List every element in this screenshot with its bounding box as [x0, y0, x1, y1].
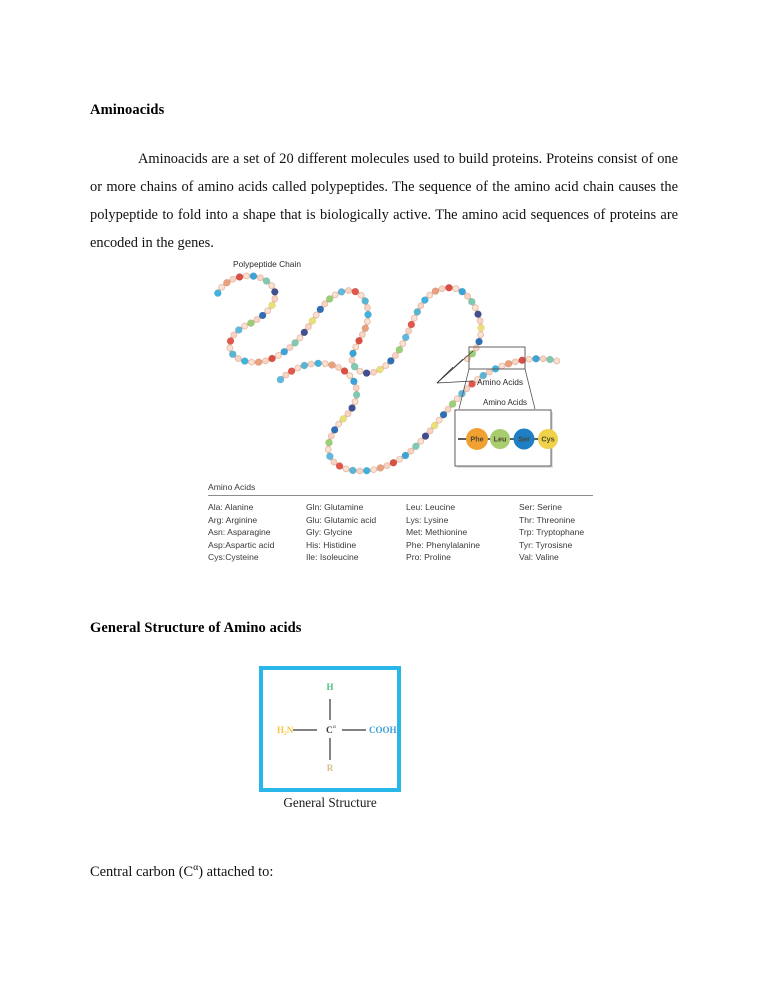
legend-columns	[208, 501, 593, 564]
amino-acid-bead	[309, 317, 316, 324]
legend-entry: Gly: Glycine	[306, 527, 353, 538]
amino-acid-bead	[275, 353, 281, 359]
amino-acid-bead	[326, 295, 333, 302]
amino-acid-bead	[250, 273, 257, 280]
amino-acid-bead	[431, 422, 438, 429]
legend-entry: Lys: Lysine	[406, 514, 449, 525]
amino-acid-bead	[350, 378, 357, 385]
polypeptide-chain-figure	[205, 255, 585, 480]
amino-acid-bead	[351, 363, 358, 370]
legend-entry: Trp: Tryptophane	[519, 527, 585, 538]
legend-entry: Tyr: Tyrosisne	[519, 539, 573, 550]
amino-acids-callout-label: Amino Acids	[477, 377, 524, 387]
amino-acid-bead	[472, 305, 478, 311]
amino-acid-bead	[313, 312, 319, 318]
amino-acid-bead	[338, 288, 345, 295]
legend-entry: Ser: Serine	[519, 502, 562, 512]
amino-acid-bead	[554, 358, 560, 364]
amino-acid-bead	[336, 365, 342, 371]
amino-acid-bead	[526, 356, 532, 362]
inset-residue-label: Leu	[493, 434, 507, 444]
amino-acid-bead	[326, 439, 333, 446]
amino-acid-bead	[269, 302, 276, 309]
amino-acid-bead	[295, 365, 301, 371]
amino-acid-bead	[317, 306, 324, 313]
amino-acid-bead	[322, 301, 328, 307]
legend-entry: Ile: Isoleucine	[306, 552, 359, 563]
amino-acid-bead	[249, 359, 255, 365]
amino-acid-bead	[352, 399, 358, 405]
general-structure-caption: General Structure	[283, 795, 377, 810]
amino-acid-bead	[265, 308, 271, 314]
amino-acid-bead	[350, 350, 357, 357]
amino-acid-bead	[473, 345, 479, 351]
amino-acid-bead	[357, 468, 363, 474]
amino-acid-bead	[512, 359, 518, 365]
amino-acid-bead	[357, 368, 363, 374]
amino-acid-bead	[257, 275, 263, 281]
inset-residue-label: Phe	[470, 434, 484, 444]
inset-residue-label: Cys	[541, 434, 555, 444]
amino-acid-bead	[408, 448, 414, 454]
amino-acid-bead	[414, 308, 421, 315]
amino-acid-bead	[292, 339, 299, 346]
amino-acid-bead	[540, 356, 546, 362]
page-title: Aminoacids	[90, 101, 165, 118]
intro-paragraph: Aminoacids are a set of 20 different molecules used to build proteins. Proteins consist of one or more chains of amino acids called polypeptides. The sequence of the amino acid chain causes the polypeptide to fold into a shape that is biologically active. The amino acid sequences of proteins are encoded in the genes.	[90, 151, 678, 252]
amino-acids-legend	[208, 482, 593, 564]
amino-acid-bead	[254, 317, 260, 323]
amino-acid-bead	[255, 359, 262, 366]
amino-acid-bead	[432, 288, 439, 295]
amino-acid-bead	[223, 279, 230, 286]
legend-column	[208, 501, 306, 564]
amino-acid-bead	[352, 288, 359, 295]
amino-acid-bead	[347, 373, 353, 379]
amino-acids-inset	[455, 398, 558, 468]
polypeptide-chain-label: Polypeptide Chain	[233, 259, 301, 269]
amino-acid-bead	[301, 329, 308, 336]
amino-acid-bead	[499, 363, 505, 369]
amino-acid-bead	[353, 385, 359, 391]
amino-acid-bead	[272, 296, 278, 302]
amino-acid-bead	[297, 335, 303, 341]
legend-entry: Arg: Arginine	[208, 514, 258, 525]
inset-residue-label: Ser	[518, 434, 530, 444]
amino-acid-bead	[387, 357, 394, 364]
amino-acid-bead	[244, 273, 250, 279]
amino-acid-bead	[427, 428, 433, 434]
amino-acid-bead	[269, 283, 275, 289]
amino-acid-bead	[406, 328, 412, 334]
legend-entry: Val: Valine	[519, 552, 559, 563]
amino-acid-bead	[305, 324, 311, 330]
amino-acid-bead	[477, 318, 483, 324]
amino-acid-bead	[421, 297, 428, 304]
amino-acid-bead	[308, 361, 314, 367]
amino-acid-bead	[546, 356, 553, 363]
amino-acid-bead	[301, 362, 308, 369]
amino-acid-bead	[454, 396, 460, 402]
structure-atom-amino: H₂N	[277, 725, 294, 735]
amino-acid-bead	[418, 438, 424, 444]
amino-acid-bead	[358, 292, 364, 298]
legend-column	[519, 501, 593, 564]
amino-acid-bead	[336, 421, 342, 427]
amino-acid-bead	[259, 312, 266, 319]
central-carbon-suffix: ) attached to:	[198, 863, 274, 880]
amino-acid-bead	[505, 360, 512, 367]
amino-acid-bead	[397, 457, 403, 463]
legend-column	[406, 501, 519, 564]
amino-acid-bead	[247, 320, 254, 327]
amino-acid-bead	[349, 467, 356, 474]
amino-acid-bead	[362, 325, 369, 332]
structure-atom-central-carbon-superscript: α	[333, 724, 336, 730]
amino-acid-bead	[468, 298, 475, 305]
amino-acid-bead	[445, 284, 452, 291]
inset-title: Amino Acids	[483, 398, 528, 407]
amino-acid-bead	[478, 332, 484, 338]
amino-acid-bead	[236, 273, 243, 280]
amino-acid-bead	[453, 286, 459, 292]
amino-acid-bead	[346, 288, 352, 294]
amino-acid-bead	[383, 363, 389, 369]
amino-acid-bead	[377, 464, 384, 471]
amino-acid-bead	[436, 417, 442, 423]
amino-acid-bead	[349, 405, 356, 412]
amino-acid-bead	[271, 288, 278, 295]
amino-acid-bead	[349, 357, 355, 363]
amino-acid-bead	[269, 355, 276, 362]
amino-acid-bead	[230, 276, 236, 282]
amino-acid-bead	[287, 345, 293, 351]
amino-acid-bead	[340, 415, 347, 422]
amino-acid-bead	[390, 459, 397, 466]
central-carbon-line	[90, 862, 273, 881]
amino-acid-bead	[365, 311, 372, 318]
amino-acid-bead	[345, 411, 351, 417]
amino-acid-bead	[227, 338, 234, 345]
section-heading-general-structure: General Structure of Amino acids	[90, 620, 302, 637]
amino-acid-bead	[445, 406, 451, 412]
amino-acid-bead	[400, 341, 406, 347]
amino-acid-bead	[235, 356, 241, 362]
amino-acid-bead	[427, 292, 433, 298]
amino-acid-bead	[263, 358, 269, 364]
legend-entry: His: Histidine	[306, 539, 357, 550]
amino-acid-bead	[465, 293, 471, 299]
amino-acid-bead	[371, 467, 377, 473]
amino-acid-bead	[486, 369, 492, 375]
amino-acid-bead	[219, 284, 225, 290]
amino-acids-callout-lines	[437, 351, 473, 383]
legend-entry: Met: Methionine	[406, 527, 468, 538]
amino-acid-bead	[231, 332, 237, 338]
amino-acid-bead	[363, 370, 370, 377]
amino-acid-bead	[402, 334, 409, 341]
legend-divider	[208, 495, 593, 496]
legend-entry: Cys:Cysteine	[208, 552, 259, 563]
legend-entry: Phe: Phenylalanine	[406, 539, 481, 550]
structure-atom-hydrogen: H	[326, 682, 334, 692]
amino-acid-bead	[364, 319, 370, 325]
amino-acid-bead	[322, 361, 328, 367]
amino-acid-bead	[288, 368, 295, 375]
amino-acid-bead	[326, 453, 333, 460]
amino-acid-bead	[235, 326, 242, 333]
structure-atom-side-chain: R	[326, 763, 334, 773]
amino-acid-bead	[411, 315, 417, 321]
amino-acid-bead	[362, 298, 369, 305]
amino-acid-bead	[402, 452, 409, 459]
amino-acid-bead	[263, 277, 270, 284]
amino-acid-bead	[241, 358, 248, 365]
amino-acid-bead	[459, 288, 466, 295]
amino-acid-bead	[229, 351, 236, 358]
amino-acid-bead	[359, 332, 365, 338]
amino-acid-bead	[315, 360, 322, 367]
legend-entry: Glu: Glutamic acid	[306, 514, 377, 525]
amino-acid-bead	[331, 459, 337, 465]
amino-acid-bead	[331, 426, 338, 433]
amino-acid-bead	[343, 466, 349, 472]
amino-acid-bead	[408, 321, 415, 328]
amino-acid-bead	[283, 372, 289, 378]
amino-acid-bead	[475, 311, 482, 318]
amino-acid-bead	[412, 443, 419, 450]
legend-column	[306, 501, 406, 564]
legend-entry: Asp:Aspartic acid	[208, 539, 275, 550]
amino-acid-bead	[227, 345, 233, 351]
amino-acid-bead	[418, 303, 424, 309]
general-structure-figure	[259, 666, 401, 792]
central-carbon-superscript: α	[193, 862, 199, 873]
amino-acid-bead	[384, 463, 390, 469]
amino-acid-bead	[478, 324, 485, 331]
amino-acid-bead	[476, 338, 483, 345]
amino-acid-bead	[214, 290, 221, 297]
legend-entry: Thr: Threonine	[519, 514, 576, 525]
amino-acid-bead	[363, 467, 370, 474]
central-carbon-prefix: Central carbon (C	[90, 863, 194, 880]
amino-acid-bead	[356, 337, 363, 344]
legend-entry: Asn: Asparagine	[208, 527, 271, 538]
legend-entry: Pro: Proline	[406, 552, 451, 563]
amino-acid-bead	[396, 346, 403, 353]
amino-acid-bead	[328, 433, 334, 439]
amino-acid-bead	[449, 400, 456, 407]
amino-acid-bead	[281, 348, 288, 355]
legend-entry: Ala: Alanine	[208, 502, 254, 512]
structure-atom-central-carbon: C	[326, 726, 333, 736]
amino-acid-bead	[325, 447, 331, 453]
amino-acid-bead	[376, 366, 383, 373]
amino-acid-bead	[364, 305, 370, 311]
amino-acid-bead	[422, 433, 429, 440]
amino-acid-bead	[533, 355, 540, 362]
amino-acid-bead	[353, 391, 360, 398]
amino-acid-bead	[341, 368, 348, 375]
amino-acid-bead	[371, 369, 377, 375]
amino-acid-bead	[353, 344, 359, 350]
legend-entry: Gln: Glutamine	[306, 502, 364, 512]
legend-title: Amino Acids	[208, 482, 256, 492]
amino-acid-bead	[332, 292, 338, 298]
structure-atom-carboxyl: COOH	[369, 725, 397, 735]
legend-entry: Leu: Leucine	[406, 502, 456, 512]
amino-acid-bead	[328, 362, 335, 369]
amino-acid-bead	[277, 376, 284, 383]
amino-acid-bead	[242, 323, 248, 329]
amino-acid-bead	[439, 286, 445, 292]
amino-acid-bead	[392, 353, 398, 359]
amino-acid-bead	[336, 463, 343, 470]
amino-acid-bead	[440, 411, 447, 418]
